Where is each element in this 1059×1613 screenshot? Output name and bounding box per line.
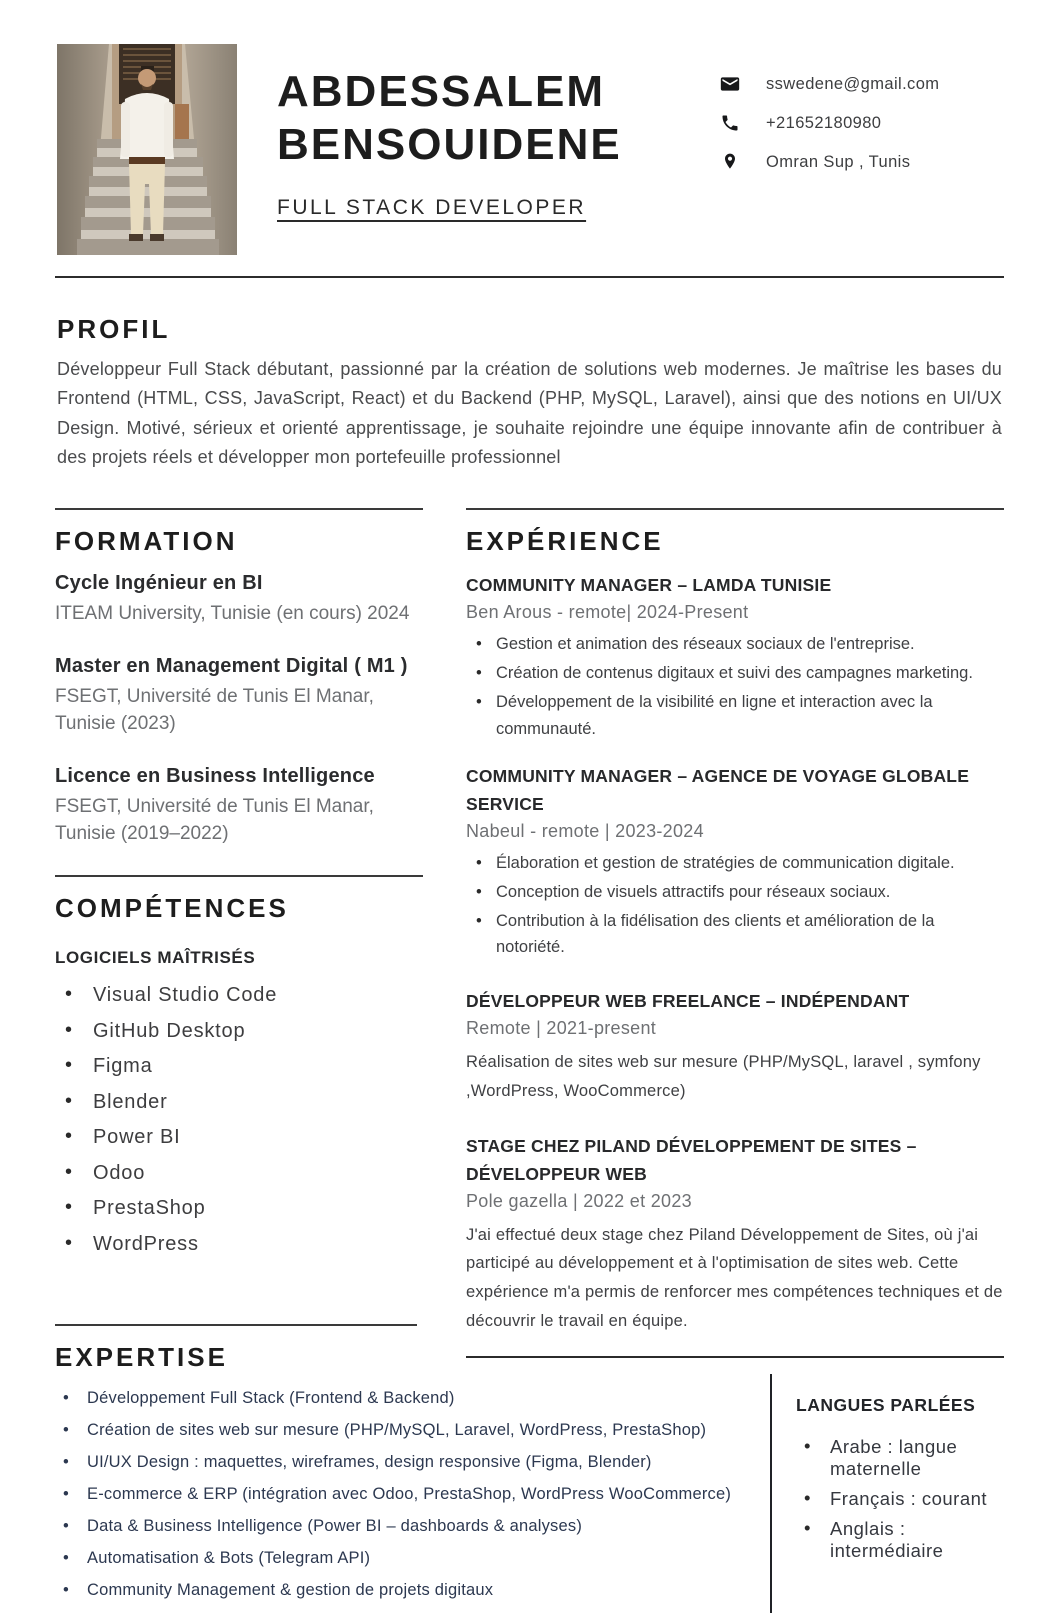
location-icon — [720, 152, 740, 172]
formation-item — [55, 572, 423, 628]
profile-photo — [57, 44, 237, 255]
list-item: • Visual Studio Code — [55, 984, 423, 1007]
job-title: STAGE CHEZ PILAND DÉVELOPPEMENT DE SITES – DÉVELOPPEUR WEB — [466, 1135, 917, 1184]
list-item: • Élaboration et gestion de stratégies de communication digitale. — [466, 850, 1004, 876]
list-item: • Développement de la visibilité en ligne et interaction avec la communauté. — [466, 689, 1004, 741]
job-bullets — [466, 631, 1004, 741]
experience-job — [466, 762, 1004, 960]
job-meta: Nabeul - remote | 2023-2024 — [466, 820, 704, 841]
left-column — [55, 508, 423, 1358]
list-item: • UI/UX Design : maquettes, wireframes, design responsive (Figma, Blender) — [55, 1453, 770, 1472]
job-title: FULL STACK DEVELOPER — [277, 195, 587, 219]
contact-location-row — [720, 152, 1004, 172]
list-item: • WordPress — [55, 1233, 423, 1256]
expertise-heading: EXPERTISE — [55, 1342, 228, 1373]
contact-phone-row — [720, 113, 1004, 133]
degree-detail: ITEAM University, Tunisie (en cours) 2024 — [55, 603, 410, 625]
list-item: • Odoo — [55, 1162, 423, 1185]
experience-divider — [466, 508, 1004, 510]
formation-heading: FORMATION — [55, 526, 238, 557]
formation-item — [55, 765, 423, 848]
list-item: • Développement Full Stack (Frontend & Backend) — [55, 1389, 770, 1408]
degree-detail: FSEGT, Université de Tunis El Manar, Tunisie (2023) — [55, 686, 374, 735]
job-paragraph: J'ai effectué deux stage chez Piland Développement de Sites, où j'ai participé au développement et à l'optimisation de sites web. Cette expérience m'a permis de renforcer mes compétences techniques et de découvrir le travail en équipe. — [466, 1225, 1003, 1331]
list-item: • Automatisation & Bots (Telegram API) — [55, 1549, 770, 1568]
list-item: • Contribution à la fidélisation des clients et amélioration de la notoriété. — [466, 908, 1004, 960]
phone-icon — [720, 113, 740, 133]
software-list — [55, 984, 423, 1256]
list-item: • Création de contenus digitaux et suivi des campagnes marketing. — [466, 660, 1004, 686]
profil-text: Développeur Full Stack débutant, passionné par la création de solutions web modernes. Je maîtrise les bases du Frontend (HTML, CSS, JavaScript, React) et du Backend (PHP, MySQL, Laravel), ainsi que des notions en UI/UX Design. Motivé, sérieux et orienté apprentissage, je souhaite rejoindre une équipe innovante afin de contribuer à des projets réels et développer mon portefeuille professionnel — [57, 359, 1002, 467]
degree-title: Master en Management Digital ( M1 ) — [55, 655, 408, 678]
job-meta: Ben Arous - remote| 2024-Present — [466, 602, 749, 623]
job-meta: Remote | 2021-present — [466, 1017, 657, 1038]
job-title: COMMUNITY MANAGER – AGENCE DE VOYAGE GLOBALE SERVICE — [466, 765, 970, 814]
name-line2: BENSOUIDENE — [277, 119, 622, 169]
location-text: Omran Sup , Tunis — [766, 152, 911, 171]
email-icon — [720, 74, 740, 94]
formation-item — [55, 655, 423, 738]
list-item: • Arabe : langue maternelle — [796, 1436, 1020, 1480]
job-title: DÉVELOPPEUR WEB FREELANCE – INDÉPENDANT — [466, 990, 910, 1011]
list-item: • Gestion et animation des réseaux sociaux de l'entreprise. — [466, 631, 1004, 657]
list-item: • Figma — [55, 1055, 423, 1078]
list-item: • E-commerce & ERP (intégration avec Odoo, PrestaShop, WordPress WooCommerce) — [55, 1485, 770, 1504]
email-text: sswedene@gmail.com — [766, 74, 940, 93]
list-item: • Blender — [55, 1091, 423, 1114]
list-item: • Data & Business Intelligence (Power BI – dashboards & analyses) — [55, 1517, 770, 1536]
expertise-list — [55, 1389, 770, 1600]
experience-job — [466, 987, 1004, 1106]
langues-list — [796, 1436, 1020, 1562]
degree-title: Licence en Business Intelligence — [55, 765, 375, 788]
list-item: • GitHub Desktop — [55, 1020, 423, 1043]
list-item: • Création de sites web sur mesure (PHP/MySQL, Laravel, WordPress, PrestaShop) — [55, 1421, 770, 1440]
list-item: • Anglais : intermédiaire — [796, 1518, 1020, 1562]
bottom-section — [0, 1342, 1059, 1613]
profil-heading: PROFIL — [57, 314, 171, 344]
list-item: • Conception de visuels attractifs pour réseaux sociaux. — [466, 879, 1004, 905]
section-langues — [770, 1374, 1020, 1613]
person-name — [277, 66, 720, 172]
langues-heading: LANGUES PARLÉES — [796, 1395, 976, 1416]
contact-block — [720, 44, 1004, 255]
main-columns — [0, 508, 1059, 1358]
competences-divider — [55, 875, 423, 877]
header — [0, 0, 1059, 255]
contact-email-row — [720, 74, 1004, 94]
section-expertise — [55, 1324, 770, 1613]
section-profil — [0, 278, 1059, 472]
expertise-divider — [55, 1324, 417, 1326]
phone-text: +21652180980 — [766, 113, 882, 132]
experience-job — [466, 571, 1004, 741]
right-column — [466, 508, 1004, 1358]
list-item: • Community Management & gestion de projets digitaux — [55, 1581, 770, 1600]
experience-heading: EXPÉRIENCE — [466, 526, 664, 557]
name-line1: ABDESSALEM — [277, 67, 606, 116]
job-title: COMMUNITY MANAGER – LAMDA TUNISIE — [466, 575, 832, 596]
job-paragraph: Réalisation de sites web sur mesure (PHP/MySQL, laravel , symfony ,WordPress, WooCommerce) — [466, 1052, 981, 1100]
identity-block — [277, 44, 720, 255]
competences-heading: COMPÉTENCES — [55, 893, 289, 924]
list-item: • Power BI — [55, 1126, 423, 1149]
formation-divider — [55, 508, 423, 510]
logiciels-subheading: LOGICIELS MAÎTRISÉS — [55, 948, 256, 968]
degree-title: Cycle Ingénieur en BI — [55, 572, 263, 595]
degree-detail: FSEGT, Université de Tunis El Manar, Tunisie (2019–2022) — [55, 796, 374, 845]
list-item: • Français : courant — [796, 1488, 1020, 1510]
job-bullets — [466, 850, 1004, 960]
job-meta: Pole gazella | 2022 et 2023 — [466, 1190, 692, 1211]
list-item: • PrestaShop — [55, 1197, 423, 1220]
experience-job — [466, 1132, 1004, 1337]
